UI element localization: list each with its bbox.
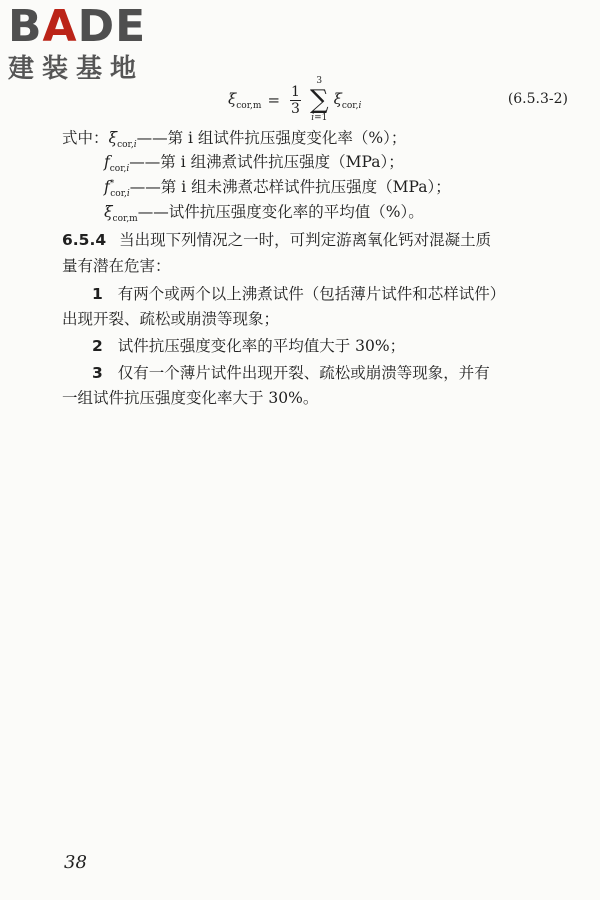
equation-number: (6.5.3-2) <box>507 91 568 107</box>
item-3-line-1 <box>92 361 490 383</box>
item-3-text-1: 仅有一个薄片试件出现开裂、疏松或崩溃等现象，并有 <box>117 364 490 382</box>
formula-equals: = <box>267 91 281 109</box>
page-number: 38 <box>64 852 87 873</box>
item-1-number: 1 <box>92 285 103 303</box>
logo-accent-letter: A <box>42 1 78 52</box>
definition-line-3: $f^*_{cor,i}——$第 i 组未沸煮芯样试件抗压强度（MPa）； <box>104 178 451 200</box>
item-1-text-1: 有两个或两个以上沸煮试件（包括薄片试件和芯样试件） <box>117 285 506 303</box>
item-3-text-2: 一组试件抗压强度变化率大于 30%。 <box>62 389 319 407</box>
clause-number: 6.5.4 <box>62 231 107 249</box>
item-2-line-1 <box>92 334 405 356</box>
item-3-number: 3 <box>92 364 103 382</box>
formula-lhs: $\xi_{cor,m}$ <box>228 89 262 111</box>
definition-2-text: ——第 i 组沸煮试件抗压强度（MPa）； <box>129 153 404 171</box>
definitions-intro: 式中： <box>62 129 109 147</box>
item-2-text-1: 试件抗压强度变化率的平均值大于 30%； <box>117 337 406 355</box>
formula-6-5-3-2 <box>228 76 568 124</box>
item-1-line-1 <box>92 282 505 304</box>
bade-logo <box>8 1 178 86</box>
logo-brand-text: BADE <box>8 1 147 52</box>
clause-line-1 <box>62 228 491 250</box>
definition-4-text: ——试件抗压强度变化率的平均值（%）。 <box>137 203 424 221</box>
definition-line-2: $f_{cor,i}——$第 i 组沸煮试件抗压强度（MPa）； <box>104 153 404 175</box>
item-2-number: 2 <box>92 337 103 355</box>
logo-subtitle: 建装基地 <box>8 54 145 84</box>
clause-text-1: 当出现下列情况之一时，可判定游离氧化钙对混凝土质 <box>119 231 492 249</box>
formula-rhs: $\xi_{cor,i}$ <box>333 89 362 111</box>
definition-line-1: 式中：$\xi_{cor,i}——$第 i 组试件抗压强度变化率（%）； <box>62 129 407 151</box>
definition-line-4: $\xi_{cor,m}——$试件抗压强度变化率的平均值（%）。 <box>104 203 424 225</box>
logo-brand <box>8 1 178 52</box>
item-1-text-2: 出现开裂、疏松或崩溃等现象； <box>62 310 280 328</box>
definition-3-text: ——第 i 组未沸煮芯样试件抗压强度（MPa）； <box>129 178 451 196</box>
clause-text-2: 量有潜在危害： <box>62 257 171 275</box>
definition-1-text: ——第 i 组试件抗压强度变化率（%）； <box>136 129 407 147</box>
formula-fraction: $\frac{1}{3}$ <box>291 83 300 117</box>
summation-icon: 3 ∑ i=1 <box>310 76 329 123</box>
